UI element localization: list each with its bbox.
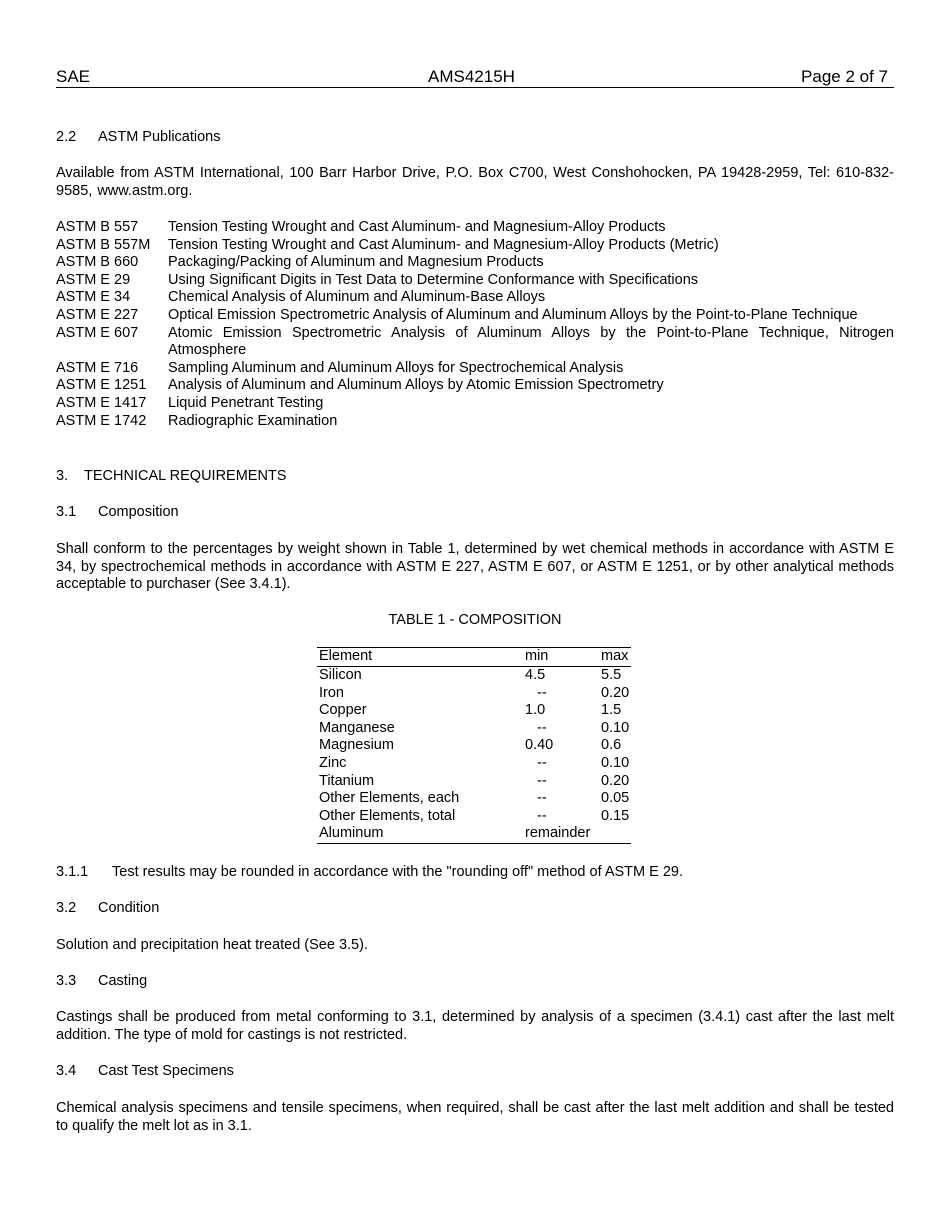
cell-min: -- (537, 772, 547, 789)
table-row (317, 808, 631, 826)
reference-code: ASTM E 34 (56, 289, 131, 306)
cell-min: -- (537, 684, 547, 701)
reference-row (56, 237, 894, 255)
reference-row (56, 272, 894, 290)
section-title: TECHNICAL REQUIREMENTS (84, 468, 287, 484)
cell-max: 0.10 (601, 754, 630, 771)
reference-code: ASTM E 1742 (56, 412, 147, 429)
reference-code: ASTM E 29 (56, 271, 131, 288)
section-2-2-heading (56, 129, 894, 147)
cell-element: Magnesium (319, 737, 394, 754)
section-title: ASTM Publications (98, 129, 221, 145)
cell-element: Manganese (319, 719, 395, 736)
cell-min: 0.40 (525, 737, 554, 754)
cell-min: -- (537, 790, 547, 807)
reference-title: Atomic Emission Spectrometric Analysis of Aluminum Alloys by the Point-to-Plane Technique, Nitrogen Atmosphere (168, 324, 894, 359)
cell-max: 1.5 (601, 702, 622, 719)
cell-min: remainder (525, 825, 591, 842)
cell-min: 1.0 (525, 702, 546, 719)
column-header-max: max (601, 648, 629, 664)
section-2-2-paragraph: Available from ASTM International, 100 Barr Harbor Drive, P.O. Box C700, West Conshohocken, PA 19428-2959, Tel: 610-832-9585, www.astm.org. (56, 165, 894, 199)
section-3-2-heading (56, 900, 894, 918)
header-org: SAE (56, 67, 91, 86)
cell-min: -- (537, 719, 547, 736)
reference-list (56, 219, 894, 430)
reference-title: Tension Testing Wrought and Cast Aluminum- and Magnesium-Alloy Products (168, 219, 666, 235)
section-3-heading (56, 468, 894, 486)
cell-min: 4.5 (525, 667, 546, 683)
reference-title: Optical Emission Spectrometric Analysis of Aluminum and Aluminum Alloys by the Point-to-Plane Technique (168, 306, 858, 323)
column-header-min: min (525, 648, 549, 664)
reference-row (56, 254, 894, 272)
cell-element: Other Elements, total (319, 807, 456, 824)
reference-title: Chemical Analysis of Aluminum and Aluminum-Base Alloys (168, 289, 546, 306)
table-row (317, 702, 631, 720)
section-title: Composition (98, 504, 179, 520)
reference-title: Analysis of Aluminum and Aluminum Alloys by Atomic Emission Spectrometry (168, 377, 664, 394)
cell-element: Aluminum (319, 825, 384, 842)
header-page-number: Page 2 of 7 (801, 67, 888, 86)
table-bottom-rule (317, 843, 631, 844)
section-number: 3.1 (56, 504, 77, 520)
table-body (317, 667, 631, 843)
section-title: Condition (98, 900, 160, 916)
section-title: Cast Test Specimens (98, 1063, 234, 1079)
cell-max (601, 825, 631, 843)
reference-title: Radiographic Examination (168, 412, 338, 429)
reference-row (56, 395, 894, 413)
cell-max: 0.6 (601, 737, 622, 754)
reference-row (56, 289, 894, 307)
cell-element: Zinc (319, 754, 347, 771)
cell-max: 0.15 (601, 807, 630, 824)
reference-row (56, 377, 894, 395)
reference-code: ASTM B 557 (56, 219, 139, 235)
table-row (317, 825, 631, 843)
reference-code: ASTM E 227 (56, 306, 139, 323)
reference-row (56, 307, 894, 325)
cell-element: Iron (319, 684, 344, 701)
reference-code: ASTM E 607 (56, 324, 139, 341)
page-header (56, 66, 894, 88)
reference-row (56, 413, 894, 431)
section-title: Casting (98, 973, 148, 989)
column-header-element: Element (319, 648, 373, 664)
table-row (317, 737, 631, 755)
section-3-1-heading (56, 504, 894, 522)
reference-title: Liquid Penetrant Testing (168, 394, 324, 411)
reference-title: Tension Testing Wrought and Cast Aluminum- and Magnesium-Alloy Products (Metric) (168, 236, 719, 253)
section-3-4-paragraph: Chemical analysis specimens and tensile specimens, when required, shall be cast after the last melt addition and shall be tested to qualify the melt lot as in 3.1. (56, 1100, 894, 1134)
section-number: 3. (56, 468, 69, 484)
reference-title: Sampling Aluminum and Aluminum Alloys for Spectrochemical Analysis (168, 359, 624, 376)
cell-element: Silicon (319, 667, 362, 683)
reference-code: ASTM E 716 (56, 359, 139, 376)
reference-code: ASTM E 1251 (56, 377, 147, 394)
reference-row (56, 360, 894, 378)
cell-max: 0.20 (601, 684, 630, 701)
section-number: 3.1.1 (56, 864, 89, 880)
section-number: 2.2 (56, 129, 77, 145)
section-number: 3.4 (56, 1063, 77, 1079)
cell-element: Titanium (319, 772, 375, 789)
cell-min: -- (537, 807, 547, 824)
cell-max: 0.10 (601, 719, 630, 736)
section-3-4-heading (56, 1063, 894, 1081)
section-3-3-paragraph: Castings shall be produced from metal conforming to 3.1, determined by analysis of a specimen (3.4.1) cast after the last melt addition. The type of mold for castings is not restricted. (56, 1009, 894, 1043)
reference-code: ASTM E 1417 (56, 394, 147, 411)
section-3-1-paragraph: Shall conform to the percentages by weight shown in Table 1, determined by wet chemical methods in accordance with ASTM E 34, by spectrochemical methods in accordance with ASTM E 227, ASTM E 607, or ASTM E 1251, or by other analytical methods acceptable to purchaser (See 3.4.1). (56, 541, 894, 593)
table-header-row (317, 648, 631, 667)
header-doc-number: AMS4215H (428, 67, 515, 86)
cell-max: 0.20 (601, 772, 630, 789)
section-3-3-heading (56, 973, 894, 991)
reference-title: Using Significant Digits in Test Data to Determine Conformance with Specifications (168, 271, 699, 288)
section-number: 3.3 (56, 973, 77, 989)
reference-code: ASTM B 557M (56, 236, 151, 253)
section-number: 3.2 (56, 900, 77, 916)
cell-element: Copper (319, 702, 367, 719)
composition-table (317, 647, 631, 844)
table-row (317, 667, 631, 685)
cell-max: 5.5 (601, 667, 622, 683)
table-row (317, 790, 631, 808)
section-text: Test results may be rounded in accordance with the "rounding off" method of ASTM E 29. (112, 864, 684, 880)
table-row (317, 720, 631, 738)
cell-max: 0.05 (601, 790, 630, 807)
reference-title: Packaging/Packing of Aluminum and Magnesium Products (168, 254, 544, 271)
section-3-1-1 (56, 864, 894, 882)
reference-code: ASTM B 660 (56, 254, 139, 271)
table-row (317, 685, 631, 703)
table-row (317, 773, 631, 791)
section-3-2-paragraph: Solution and precipitation heat treated (See 3.5). (56, 937, 368, 953)
reference-row (56, 219, 894, 237)
cell-element: Other Elements, each (319, 790, 460, 807)
cell-min: -- (537, 754, 547, 771)
table-title: TABLE 1 - COMPOSITION (388, 612, 562, 628)
table-row (317, 755, 631, 773)
reference-row (56, 325, 894, 360)
